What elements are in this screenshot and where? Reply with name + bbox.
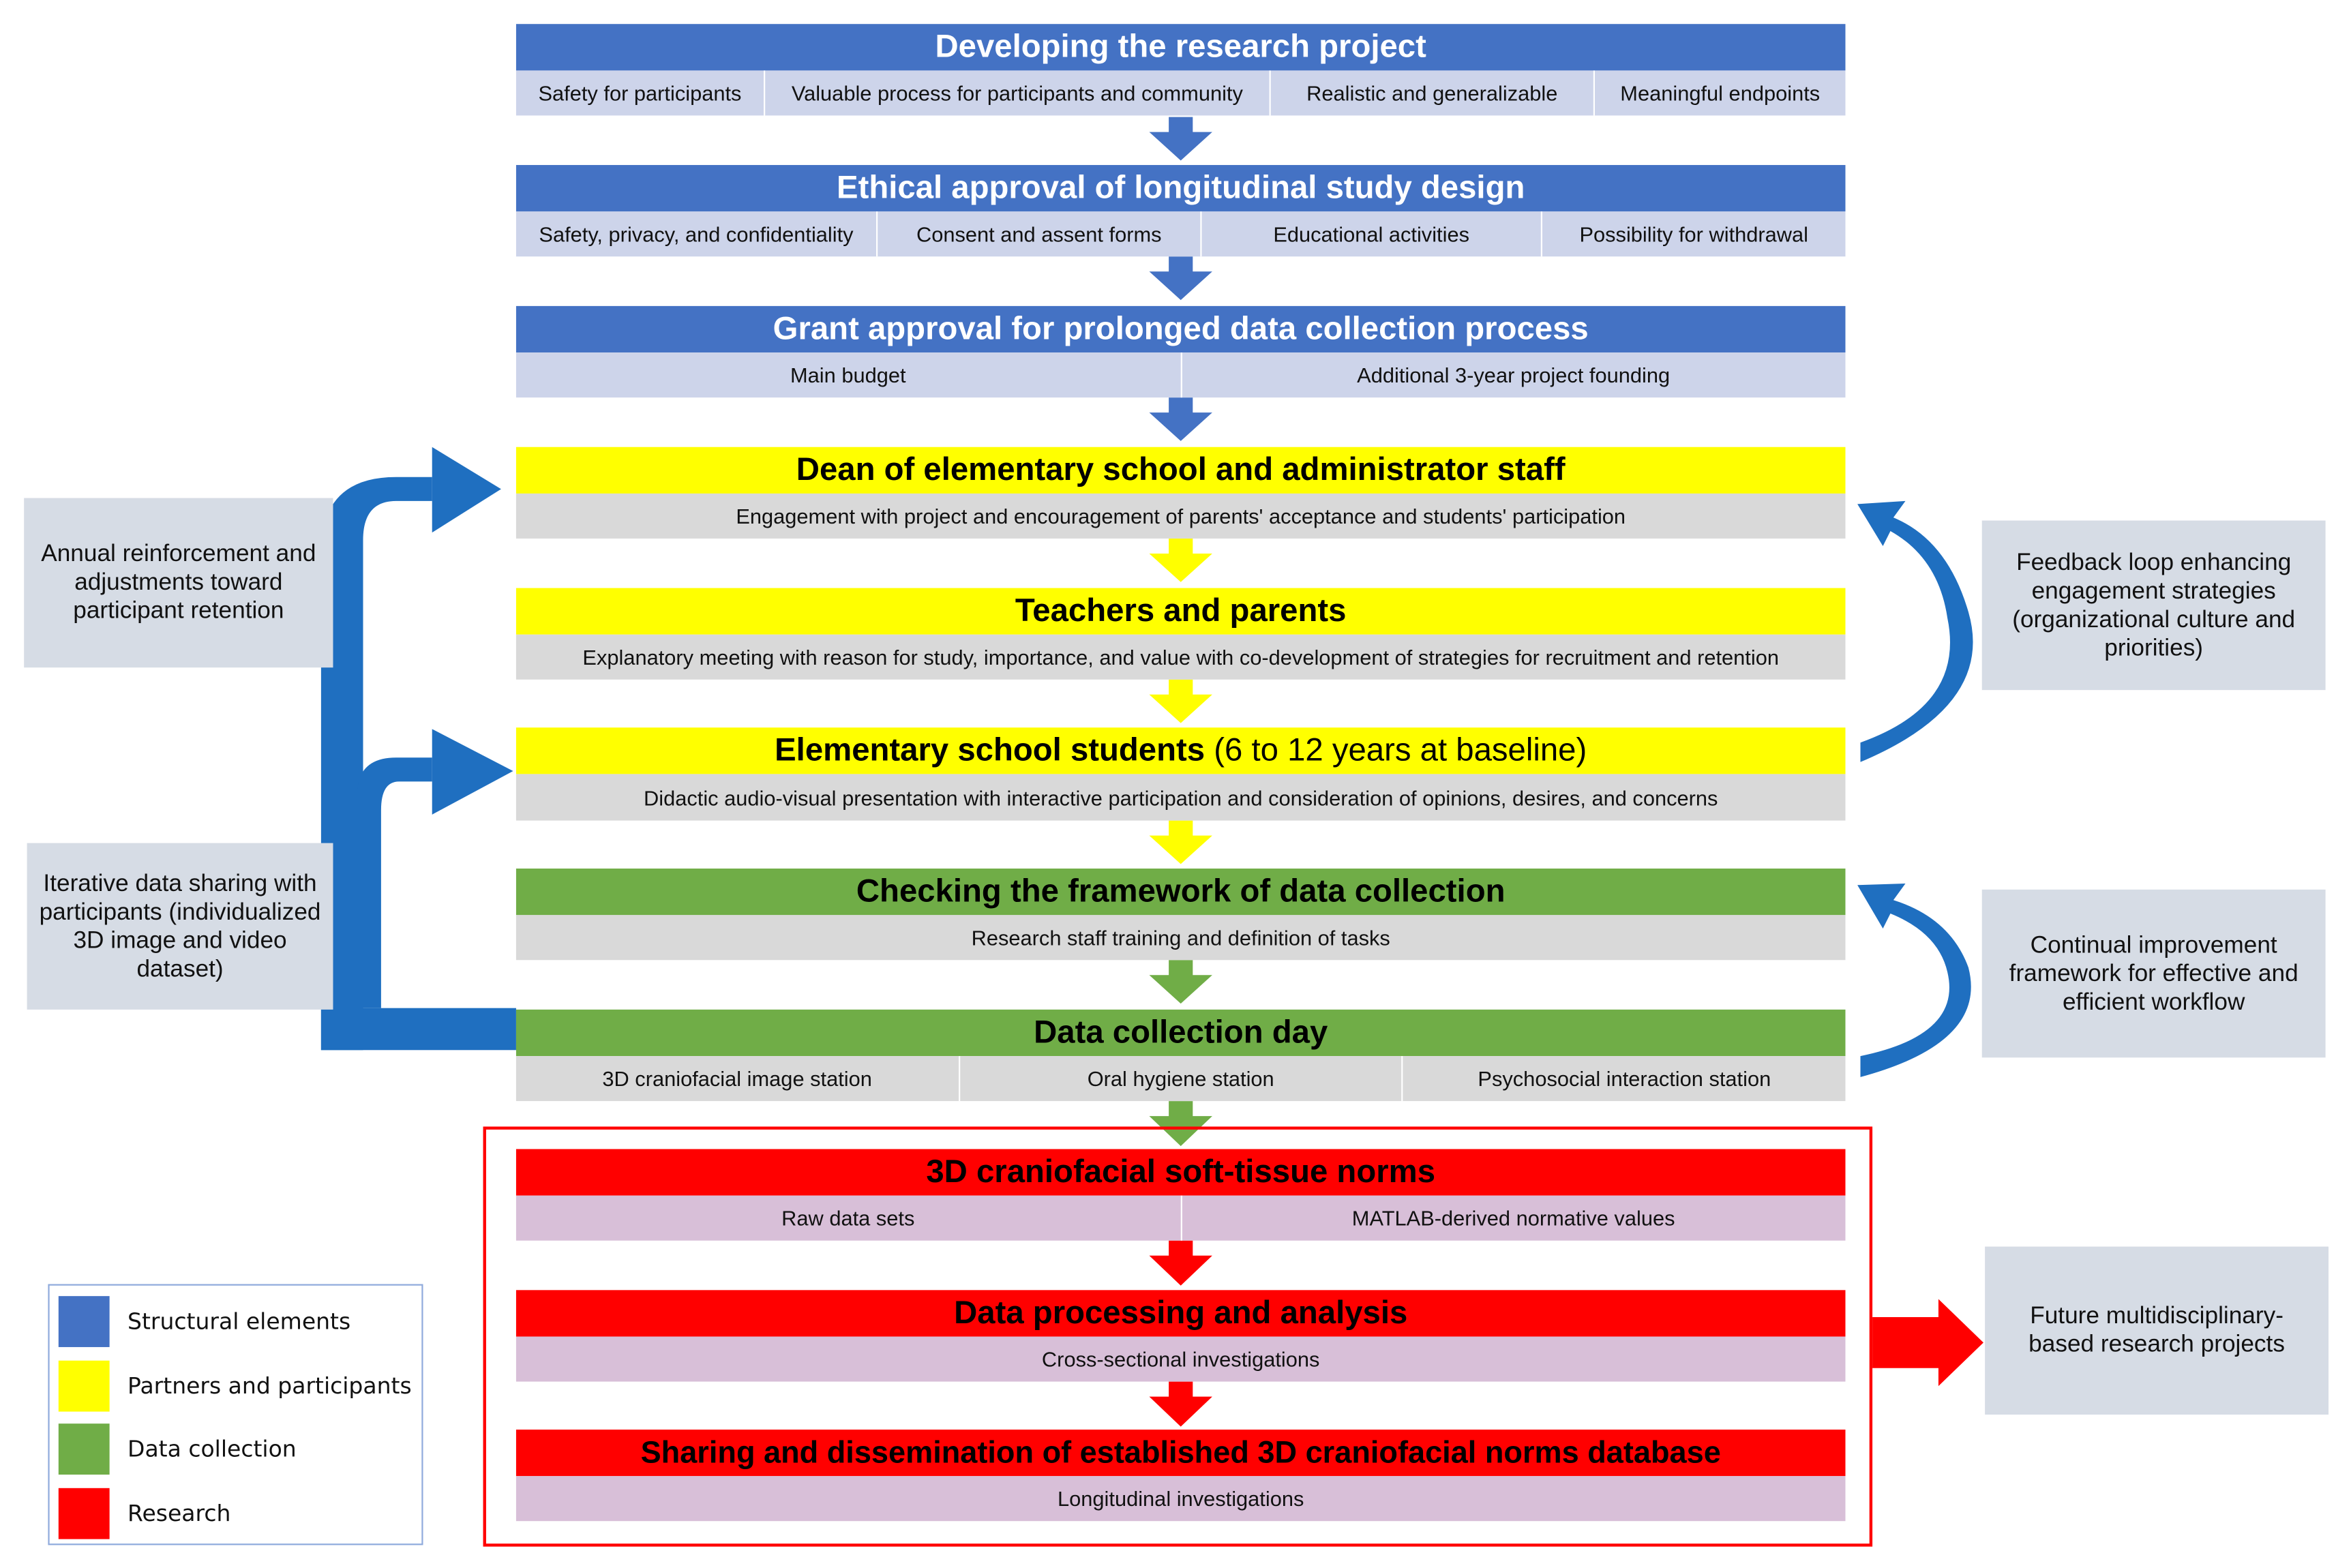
legend-swatch [59, 1488, 110, 1539]
down-arrow-5 [1150, 680, 1212, 723]
down-arrow-3 [1150, 397, 1212, 441]
legend-swatch [59, 1296, 110, 1347]
students-items [516, 774, 1846, 820]
sharing-title: Sharing and dissemination of established 3D craniofacial norms database [516, 1430, 1846, 1476]
developing-item: Meaningful endpoints [1620, 80, 1821, 106]
down-arrow-2 [1150, 256, 1212, 300]
collection-day-item: Psychosocial interaction station [1478, 1066, 1771, 1091]
legend-item [59, 1296, 350, 1347]
norms-item: Raw data sets [516, 1196, 1182, 1241]
legend-swatch [59, 1423, 110, 1475]
legend-swatch [59, 1361, 110, 1412]
collection-day-title: Data collection day [516, 1010, 1846, 1056]
continual-curve-arrow [1857, 884, 1971, 1077]
checking-items [516, 915, 1846, 960]
feedback-curve-arrow [1857, 501, 1973, 762]
norms-items [516, 1196, 1846, 1241]
grant-items [516, 352, 1846, 397]
ethical-item: Educational activities [1202, 211, 1542, 256]
down-arrow-9 [1150, 1241, 1212, 1286]
grant-item: Additional 3-year project founding [1357, 363, 1671, 387]
ethical-item: Possibility for withdrawal [1579, 222, 1809, 246]
ethical-items [516, 211, 1846, 256]
collection-day-item: Oral hygiene station [960, 1056, 1404, 1101]
norms-title: 3D craniofacial soft-tissue norms [516, 1149, 1846, 1196]
dean-items [516, 494, 1846, 539]
checking-item: Research staff training and definition of tasks [971, 925, 1390, 950]
developing-items [516, 70, 1846, 115]
iterative-note: Iterative data sharing with participants (individualized 3D image and video dataset) [27, 843, 333, 1010]
down-arrow-4 [1150, 539, 1212, 582]
legend-label: Data collection [128, 1435, 297, 1463]
students-title-suffix: (6 to 12 years at baseline) [1214, 732, 1587, 768]
down-arrow-8 [1150, 1101, 1212, 1146]
developing-item: Valuable process for participants and community [765, 70, 1271, 115]
legend [48, 1284, 423, 1546]
norms-item: MATLAB-derived normative values [1351, 1206, 1675, 1231]
legend-label: Partners and participants [128, 1372, 412, 1400]
grant-title: Grant approval for prolonged data collection process [516, 306, 1846, 352]
checking-title: Checking the framework of data collection [516, 869, 1846, 915]
continual-note: Continual improvement framework for effective and efficient workflow [1982, 890, 2326, 1057]
grant-item: Main budget [516, 352, 1182, 397]
developing-item: Safety for participants [516, 70, 765, 115]
students-item: Didactic audio-visual presentation with interactive participation and consideration of opinions, desires, and concerns [644, 785, 1718, 810]
ethical-item: Consent and assent forms [878, 211, 1201, 256]
processing-items [516, 1337, 1846, 1382]
developing-title: Developing the research project [516, 24, 1846, 70]
annual-note: Annual reinforcement and adjustments toward participant retention [24, 498, 333, 668]
collection-day-items [516, 1056, 1846, 1101]
collection-day-item: 3D craniofacial image station [516, 1056, 960, 1101]
teachers-items [516, 635, 1846, 680]
processing-title: Data processing and analysis [516, 1290, 1846, 1336]
down-arrow-1 [1150, 117, 1212, 161]
left-loop-arrows [321, 447, 516, 1051]
processing-item: Cross-sectional investigations [1041, 1346, 1320, 1372]
down-arrow-6 [1150, 821, 1212, 864]
feedback-note: Feedback loop enhancing engagement strategies (organizational culture and priorities) [1982, 521, 2326, 691]
legend-label: Research [128, 1500, 231, 1528]
down-arrow-10 [1150, 1382, 1212, 1427]
dean-item: Engagement with project and encouragement of parents' acceptance and students' participation [736, 504, 1626, 528]
sharing-item: Longitudinal investigations [1058, 1486, 1304, 1511]
dean-title: Dean of elementary school and administrator staff [516, 447, 1846, 494]
future-note: Future multidisciplinary-based research projects [1985, 1247, 2328, 1415]
ethical-item: Safety, privacy, and confidentiality [516, 211, 878, 256]
students-title-main: Elementary school students [775, 732, 1206, 768]
down-arrow-7 [1150, 960, 1212, 1004]
legend-item [59, 1423, 297, 1475]
teachers-item: Explanatory meeting with reason for study, importance, and value with co-development of strategies for recruitment and retention [582, 645, 1779, 669]
developing-item: Realistic and generalizable [1271, 70, 1595, 115]
legend-label: Structural elements [128, 1308, 351, 1336]
legend-item [59, 1361, 412, 1412]
sharing-items [516, 1476, 1846, 1521]
future-arrow [1872, 1299, 1983, 1387]
ethical-title: Ethical approval of longitudinal study design [516, 165, 1846, 211]
legend-item [59, 1488, 231, 1539]
students-title [516, 727, 1846, 774]
teachers-title: Teachers and parents [516, 588, 1846, 635]
